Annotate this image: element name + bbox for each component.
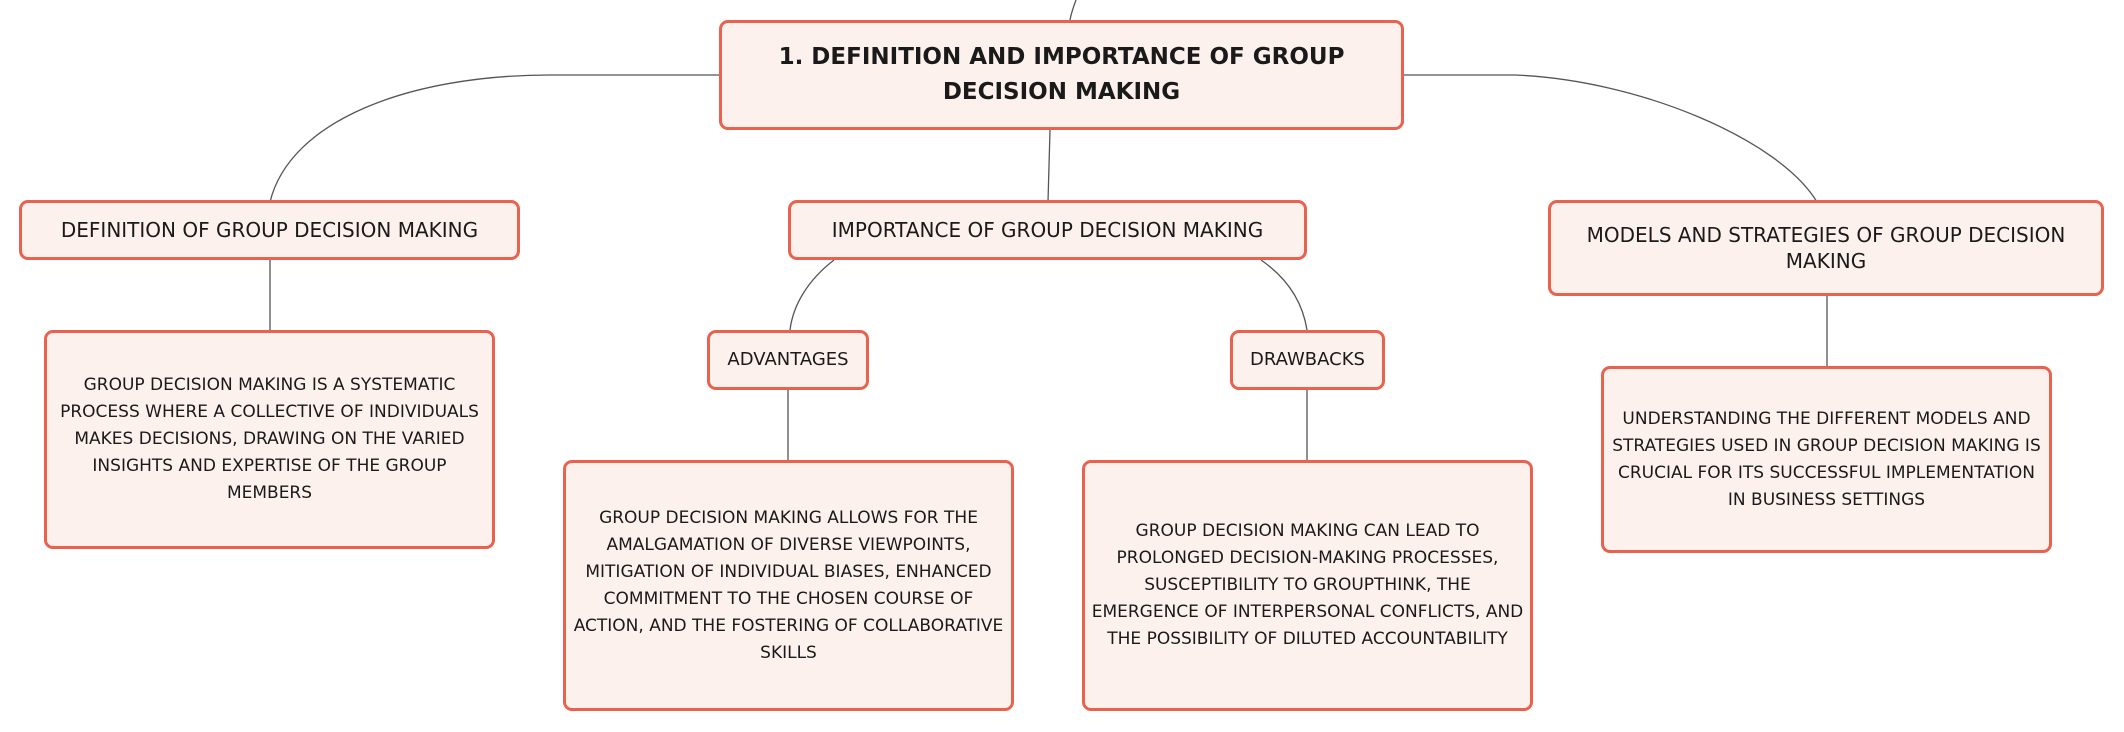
root-topic-label: 1. DEFINITION AND IMPORTANCE OF GROUP DECISION MAKING <box>778 44 1345 105</box>
topic-models-label: MODELS AND STRATEGIES OF GROUP DECISION MAKING <box>1586 223 2066 273</box>
topic-importance-label: IMPORTANCE OF GROUP DECISION MAKING <box>831 218 1264 242</box>
detail-drawbacks[interactable] <box>1082 460 1533 711</box>
topic-models[interactable] <box>1548 200 2104 296</box>
subtopic-advantages[interactable] <box>707 330 869 390</box>
subtopic-drawbacks[interactable] <box>1230 330 1385 390</box>
root-topic[interactable] <box>719 20 1404 130</box>
subtopic-advantages-label: ADVANTAGES <box>727 349 849 370</box>
connector-importance-to-drawbacks <box>1261 260 1307 330</box>
detail-drawbacks-text: GROUP DECISION MAKING CAN LEAD TO PROLONGED DECISION-MAKING PROCESSES, SUSCEPTIBILITY TO GROUPTHINK, THE EMERGENCE OF INTERPERSONAL CONFLICTS, AND THE POSSIBILITY OF DILUTED ACCOUNTABILITY <box>1091 521 1524 649</box>
connector-root-to-importance <box>1048 130 1050 202</box>
connector-root-to-models <box>1404 75 1817 202</box>
detail-definition-text: GROUP DECISION MAKING IS A SYSTEMATIC PROCESS WHERE A COLLECTIVE OF INDIVIDUALS MAKES DECISIONS, DRAWING ON THE VARIED INSIGHTS AND EXPERTISE OF THE GROUP MEMBERS <box>60 375 479 503</box>
topic-definition[interactable] <box>19 200 520 260</box>
detail-models[interactable] <box>1601 366 2052 553</box>
connector-parent-in <box>1070 0 1076 20</box>
detail-definition[interactable] <box>44 330 495 549</box>
connector-importance-to-advantages <box>790 260 834 330</box>
detail-advantages-text: GROUP DECISION MAKING ALLOWS FOR THE AMALGAMATION OF DIVERSE VIEWPOINTS, MITIGATION OF INDIVIDUAL BIASES, ENHANCED COMMITMENT TO THE CHOSEN COURSE OF ACTION, AND THE FOSTERING OF COLLABORATIVE SKILLS <box>573 507 1004 663</box>
connector-root-to-definition <box>270 75 719 202</box>
topic-importance[interactable] <box>788 200 1307 260</box>
subtopic-drawbacks-label: DRAWBACKS <box>1250 349 1365 370</box>
detail-models-text: UNDERSTANDING THE DIFFERENT MODELS AND STRATEGIES USED IN GROUP DECISION MAKING IS CRUCIAL FOR ITS SUCCESSFUL IMPLEMENTATION IN BUSINESS SETTINGS <box>1612 408 2041 510</box>
detail-advantages[interactable] <box>563 460 1014 711</box>
topic-definition-label: DEFINITION OF GROUP DECISION MAKING <box>60 218 479 242</box>
